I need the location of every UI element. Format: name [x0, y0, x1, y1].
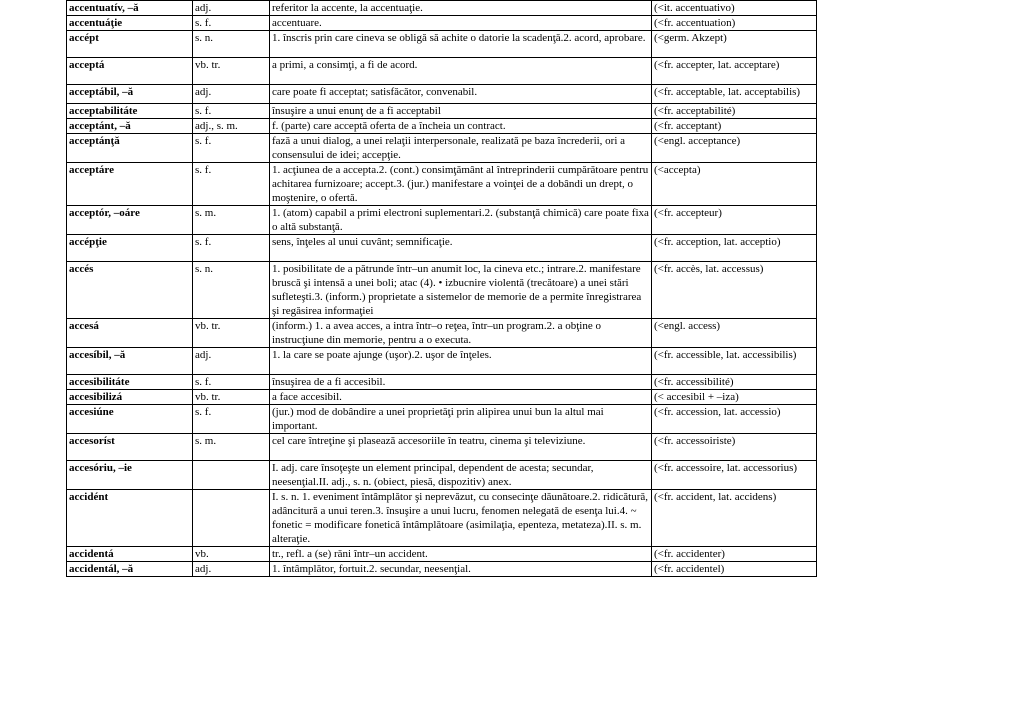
definition-cell: accentuare. — [270, 16, 652, 31]
etymology-cell: (<germ. Akzept) — [652, 31, 817, 58]
table-row — [67, 390, 817, 405]
table-row — [67, 405, 817, 434]
part-of-speech-cell: s. m. — [193, 206, 270, 235]
definition-cell: 1. înscris prin care cineva se obligă să achite o datorie la scadenţă.2. acord, aprobare. — [270, 31, 652, 58]
part-of-speech-cell: s. f. — [193, 235, 270, 262]
etymology-cell: (<fr. accepter, lat. acceptare) — [652, 58, 817, 85]
part-of-speech-cell: s. f. — [193, 104, 270, 119]
definition-cell: I. s. n. 1. eveniment întâmplător şi neprevăzut, cu consecinţe dăunătoare.2. ridicătură, adâncitură a unui teren.3. însuşire a unui lucru, fenomen nelegată de esenţa lui.4. ~ fonetic = modificare fonetică întâmplătoare (asimilaţia, epenteza, metateza).II. s. m. alteraţie. — [270, 490, 652, 547]
part-of-speech-cell: adj. — [193, 562, 270, 577]
headword-cell: acceptabilitáte — [67, 104, 193, 119]
etymology-cell: (<fr. acception, lat. acceptio) — [652, 235, 817, 262]
headword-cell: accesóriu, –ie — [67, 461, 193, 490]
headword-cell: accépţie — [67, 235, 193, 262]
etymology-cell: (<fr. accessibilité) — [652, 375, 817, 390]
headword-cell: accidént — [67, 490, 193, 547]
headword-cell: acceptáre — [67, 163, 193, 206]
part-of-speech-cell: s. f. — [193, 163, 270, 206]
table-row — [67, 490, 817, 547]
table-row — [67, 434, 817, 461]
etymology-cell: (<fr. accès, lat. accessus) — [652, 262, 817, 319]
headword-cell: accidentá — [67, 547, 193, 562]
definition-cell: sens, înţeles al unui cuvânt; semnificaţie. — [270, 235, 652, 262]
etymology-cell: (<fr. accessoire, lat. accessorius) — [652, 461, 817, 490]
etymology-cell: (< accesibil + –iza) — [652, 390, 817, 405]
headword-cell: accesíbil, –ă — [67, 348, 193, 375]
table-row — [67, 562, 817, 577]
etymology-cell: (<fr. accessible, lat. accessibilis) — [652, 348, 817, 375]
part-of-speech-cell: adj., s. m. — [193, 119, 270, 134]
table-row — [67, 235, 817, 262]
headword-cell: acceptánţă — [67, 134, 193, 163]
table-row — [67, 206, 817, 235]
table-row — [67, 348, 817, 375]
definition-cell: însuşire a unui enunţ de a fi acceptabil — [270, 104, 652, 119]
headword-cell: acceptá — [67, 58, 193, 85]
table-row — [67, 375, 817, 390]
definition-cell: fază a unui dialog, a unei relaţii interpersonale, realizată pe baza încrederii, ori a consensului de idei; accepţie. — [270, 134, 652, 163]
headword-cell: acceptánt, –ă — [67, 119, 193, 134]
etymology-cell: (<fr. accessoiriste) — [652, 434, 817, 461]
headword-cell: accés — [67, 262, 193, 319]
definition-cell: a face accesibil. — [270, 390, 652, 405]
part-of-speech-cell: s. n. — [193, 31, 270, 58]
etymology-cell: (<accepta) — [652, 163, 817, 206]
definition-cell: care poate fi acceptat; satisfăcător, convenabil. — [270, 85, 652, 104]
part-of-speech-cell: adj. — [193, 348, 270, 375]
headword-cell: accentuatív, –ă — [67, 1, 193, 16]
headword-cell: accidentál, –ă — [67, 562, 193, 577]
table-row — [67, 1, 817, 16]
dictionary-rows — [67, 1, 817, 577]
part-of-speech-cell: vb. tr. — [193, 58, 270, 85]
table-row — [67, 119, 817, 134]
part-of-speech-cell: adj. — [193, 1, 270, 16]
definition-cell: a primi, a consimţi, a fi de acord. — [270, 58, 652, 85]
table-row — [67, 262, 817, 319]
table-row — [67, 16, 817, 31]
definition-cell: (inform.) 1. a avea acces, a intra într–o reţea, într–un program.2. a obţine o instrucţiune din memorie, pentru a o executa. — [270, 319, 652, 348]
headword-cell: accentuáţie — [67, 16, 193, 31]
part-of-speech-cell: s. f. — [193, 16, 270, 31]
table-row — [67, 31, 817, 58]
definition-cell: 1. posibilitate de a pătrunde într–un anumit loc, la cineva etc.; intrare.2. manifestare bruscă şi intensă a unei boli; atac (4). • izbucnire violentă (trecătoare) a unei stări sufleteşti.3. (inform.) proprietate a sistemelor de memorie de a permite înregistrarea şi regăsirea informaţiei — [270, 262, 652, 319]
part-of-speech-cell: s. n. — [193, 262, 270, 319]
etymology-cell: (<fr. accentuation) — [652, 16, 817, 31]
etymology-cell: (<fr. acceptabilité) — [652, 104, 817, 119]
definition-cell: (jur.) mod de dobândire a unei proprietăţi prin alipirea unui bun la altul mai important. — [270, 405, 652, 434]
part-of-speech-cell: s. f. — [193, 405, 270, 434]
part-of-speech-cell: s. m. — [193, 434, 270, 461]
etymology-cell: (<fr. accidenter) — [652, 547, 817, 562]
headword-cell: acceptór, –oáre — [67, 206, 193, 235]
part-of-speech-cell: s. f. — [193, 134, 270, 163]
headword-cell: accesiúne — [67, 405, 193, 434]
table-row — [67, 104, 817, 119]
dictionary-table — [66, 0, 817, 577]
part-of-speech-cell — [193, 490, 270, 547]
table-row — [67, 58, 817, 85]
headword-cell: accesá — [67, 319, 193, 348]
table-row — [67, 547, 817, 562]
definition-cell: 1. întâmplător, fortuit.2. secundar, neesenţial. — [270, 562, 652, 577]
part-of-speech-cell: vb. tr. — [193, 319, 270, 348]
etymology-cell: (<engl. acceptance) — [652, 134, 817, 163]
definition-cell: I. adj. care însoţeşte un element principal, dependent de acesta; secundar, neesenţial.II. adj., s. n. (obiect, piesă, dispozitiv) anex. — [270, 461, 652, 490]
etymology-cell: (<engl. access) — [652, 319, 817, 348]
table-row — [67, 134, 817, 163]
definition-cell: tr., refl. a (se) răni într–un accident. — [270, 547, 652, 562]
definition-cell: referitor la accente, la accentuaţie. — [270, 1, 652, 16]
etymology-cell: (<it. accentuativo) — [652, 1, 817, 16]
part-of-speech-cell: vb. — [193, 547, 270, 562]
definition-cell: 1. acţiunea de a accepta.2. (cont.) consimţământ al întreprinderii cumpărătoare pentru achitarea furnizoare; accept.3. (jur.) manifestare a voinţei de a dobândi un drept, o moştenire, o ofertă. — [270, 163, 652, 206]
table-row — [67, 85, 817, 104]
headword-cell: acceptábil, –ă — [67, 85, 193, 104]
headword-cell: accesoríst — [67, 434, 193, 461]
etymology-cell: (<fr. accepteur) — [652, 206, 817, 235]
definition-cell: cel care întreţine şi plasează accesoriile în teatru, cinema şi televiziune. — [270, 434, 652, 461]
part-of-speech-cell: adj. — [193, 85, 270, 104]
etymology-cell: (<fr. accidentel) — [652, 562, 817, 577]
definition-cell: f. (parte) care acceptă oferta de a încheia un contract. — [270, 119, 652, 134]
etymology-cell: (<fr. acceptant) — [652, 119, 817, 134]
part-of-speech-cell: s. f. — [193, 375, 270, 390]
etymology-cell: (<fr. accident, lat. accidens) — [652, 490, 817, 547]
definition-cell: 1. la care se poate ajunge (uşor).2. uşor de înţeles. — [270, 348, 652, 375]
definition-cell: însuşirea de a fi accesibil. — [270, 375, 652, 390]
table-row — [67, 461, 817, 490]
table-row — [67, 319, 817, 348]
table-row — [67, 163, 817, 206]
etymology-cell: (<fr. acceptable, lat. acceptabilis) — [652, 85, 817, 104]
part-of-speech-cell — [193, 461, 270, 490]
definition-cell: 1. (atom) capabil a primi electroni suplementari.2. (substanţă chimică) care poate fixa o altă substanţă. — [270, 206, 652, 235]
part-of-speech-cell: vb. tr. — [193, 390, 270, 405]
headword-cell: accépt — [67, 31, 193, 58]
headword-cell: accesibilitáte — [67, 375, 193, 390]
etymology-cell: (<fr. accession, lat. accessio) — [652, 405, 817, 434]
headword-cell: accesibilizá — [67, 390, 193, 405]
